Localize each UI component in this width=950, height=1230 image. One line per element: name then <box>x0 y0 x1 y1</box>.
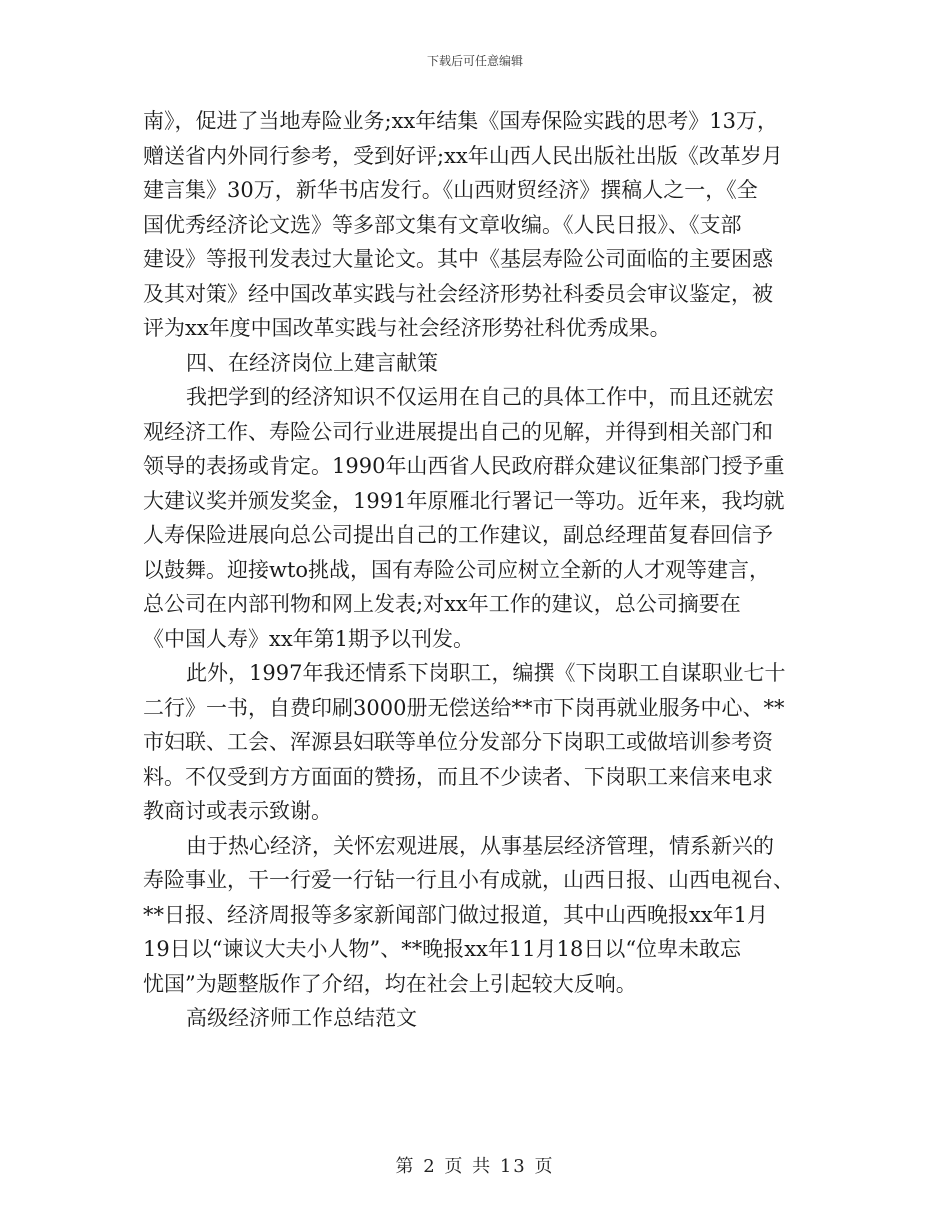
text-line: 领导的表扬或肯定。1990年山西省人民政府群众建议征集部门授予重 <box>143 454 785 478</box>
text-line: 市妇联、工会、浑源县妇联等单位分发部分下岗职工或做培训参考资 <box>143 730 773 754</box>
text-line: 赠送省内外同行参考，受到好评;xx年山西人民出版社出版《改革岁月 <box>143 143 783 168</box>
text-line: 19日以“谏议大夫小人物”、**晚报xx年11月18日以“位卑未敢忘 <box>143 937 742 961</box>
text-line: 二行》一书，自费印刷3000册无偿送给**市下岗再就业服务中心、** <box>143 695 785 720</box>
text-line: 以鼓舞。迎接wto挑战，国有寿险公司应树立全新的人才观等建言， <box>143 557 771 582</box>
page-footer: 第 2 页 共 13 页 <box>395 1156 555 1177</box>
text-line: 四、在经济岗位上建言献策 <box>186 350 438 375</box>
text-line: 寿险事业，干一行爱一行钻一行且小有成就，山西日报、山西电视台、 <box>143 868 794 892</box>
text-line: 人寿保险进展向总公司提出自己的工作建议，副总经理苗复春回信予 <box>143 523 773 547</box>
text-line: 大建议奖并颁发奖金，1991年原雁北行署记一等功。近年来，我均就 <box>143 488 785 513</box>
text-line: 建言集》30万，新华书店发行。《山西财贸经济》撰稿人之一，《全 <box>143 178 758 202</box>
text-line: 评为xx年度中国改革实践与社会经济形势社科优秀成果。 <box>143 316 671 340</box>
text-line: 忧国”为题整版作了介绍，均在社会上引起较大反响。 <box>143 971 637 996</box>
page-header: 下载后可任意编辑 <box>426 54 523 68</box>
text-line: 由于热心经济，关怀宏观进展，从事基层经济管理，情系新兴的 <box>186 833 774 858</box>
text-line: **日报、经济周报等多家新闻部门做过报道，其中山西晚报xx年1月 <box>143 902 769 927</box>
text-line: 我把学到的经济知识不仅运用在自己的具体工作中，而且还就宏 <box>186 385 774 409</box>
text-line: 南》，促进了当地寿险业务;xx年结集《国寿保险实践的思考》13万， <box>143 109 778 133</box>
text-line: 及其对策》经中国改革实践与社会经济形势社科委员会审议鉴定，被 <box>143 281 773 306</box>
text-line: 国优秀经济论文选》等多部文集有文章收编。《人民日报》、《支部 <box>143 212 742 237</box>
text-line: 料。不仅受到方方面面的赞扬，而且不少读者、下岗职工来信来电求 <box>143 764 773 789</box>
text-line: 教商讨或表示致谢。 <box>143 799 332 823</box>
text-line: 《中国人寿》xx年第1期予以刊发。 <box>143 626 475 651</box>
text-line: 此外，1997年我还情系下岗职工，编撰《下岗职工自谋职业七十 <box>186 661 786 685</box>
text-line: 总公司在内部刊物和网上发表;对xx年工作的建议，总公司摘要在 <box>143 592 741 616</box>
text-line: 观经济工作、寿险公司行业进展提出自己的见解，并得到相关部门和 <box>143 419 773 444</box>
text-line: 高级经济师工作总结范文 <box>186 1006 417 1030</box>
document-body <box>143 104 808 1036</box>
text-line: 建设》等报刊发表过大量论文。其中《基层寿险公司面临的主要困惑 <box>143 247 773 271</box>
